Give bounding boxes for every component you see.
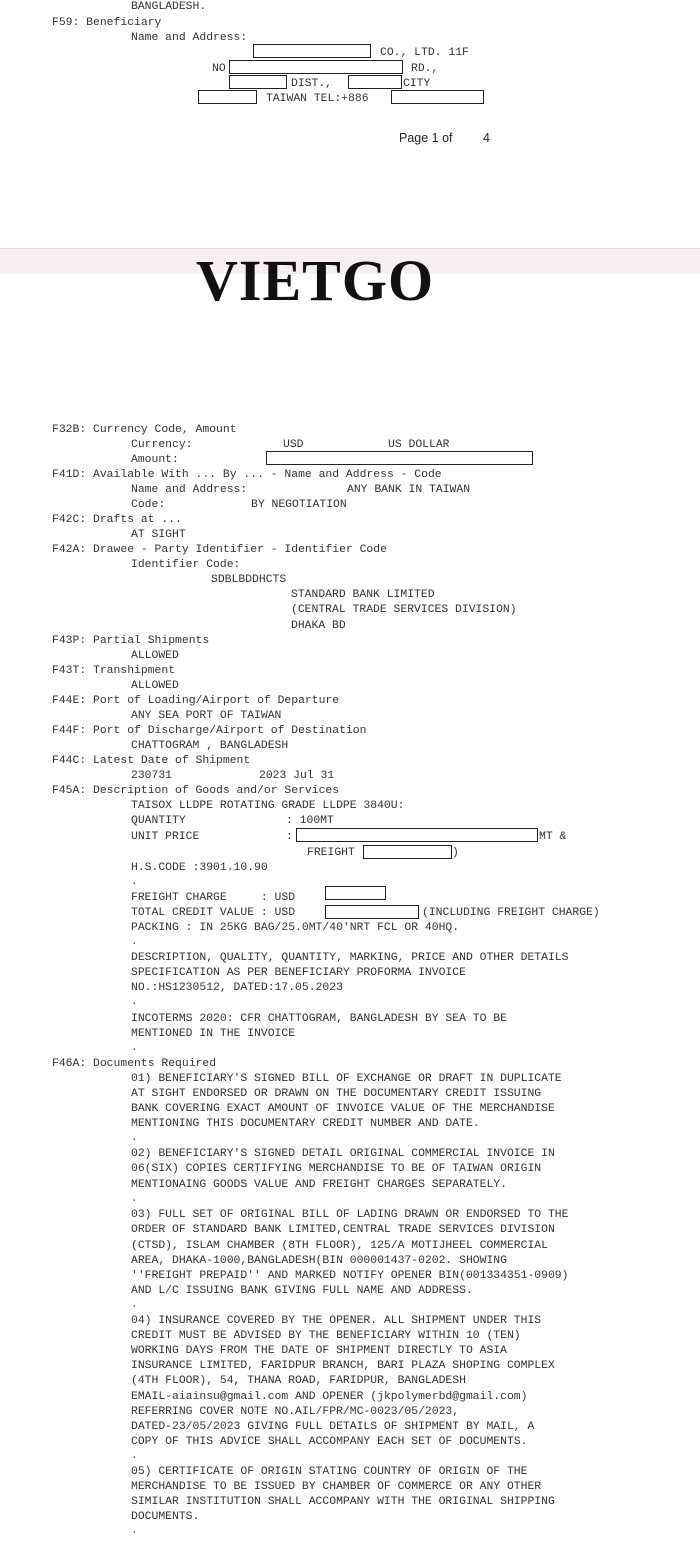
redaction-box xyxy=(198,90,257,104)
redaction-box xyxy=(363,845,452,859)
field-heading-f32b: F32B: Currency Code, Amount xyxy=(52,424,237,436)
doc-line: 03) FULL SET OF ORIGINAL BILL OF LADING DRAWN OR ENDORSED TO THE xyxy=(131,1209,569,1221)
vietgo-logo: VIETGO xyxy=(196,248,435,313)
dot-separator: . xyxy=(131,1042,138,1054)
dot-separator: . xyxy=(131,1193,138,1205)
doc-line: : 100MT xyxy=(286,815,334,827)
field-heading-f45a: F45A: Description of Goods and/or Services xyxy=(52,785,340,797)
doc-line: DESCRIPTION, QUALITY, QUANTITY, MARKING, PRICE AND OTHER DETAILS xyxy=(131,952,569,964)
doc-line: MENTIONED IN THE INVOICE xyxy=(131,1028,296,1040)
doc-line: (INCLUDING FREIGHT CHARGE) xyxy=(422,907,600,919)
doc-line: US DOLLAR xyxy=(388,439,450,451)
doc-line: SIMILAR INSTITUTION SHALL ACCOMPANY WITH THE ORIGINAL SHIPPING xyxy=(131,1496,555,1508)
redaction-box xyxy=(325,886,386,900)
field-heading-f43t: F43T: Transhipment xyxy=(52,665,176,677)
doc-line: INSURANCE LIMITED, FARIDPUR BRANCH, BARI PLAZA SHOPING COMPLEX xyxy=(131,1360,555,1372)
doc-line: ALLOWED xyxy=(131,680,179,692)
dot-separator: . xyxy=(131,1450,138,1462)
redaction-box xyxy=(229,75,287,89)
redaction-box xyxy=(253,44,371,58)
doc-line: DOCUMENTS. xyxy=(131,1511,200,1523)
page-number-label: Page 1 of xyxy=(399,131,453,145)
doc-line: (CTSD), ISLAM CHAMBER (8TH FLOOR), 125/A MOTIJHEEL COMMERCIAL xyxy=(131,1240,548,1252)
doc-line: CREDIT MUST BE ADVISED BY THE BENEFICIARY WITHIN 10 (TEN) xyxy=(131,1330,521,1342)
doc-line: 06(SIX) COPIES CERTIFYING MERCHANDISE TO BE OF TAIWAN ORIGIN xyxy=(131,1163,542,1175)
doc-line: TAIWAN TEL:+886 xyxy=(266,93,369,105)
doc-line: MENTIONING THIS DOCUMENTARY CREDIT NUMBER AND DATE. xyxy=(131,1118,480,1130)
doc-line: TAISOX LLDPE ROTATING GRADE LLDPE 3840U: xyxy=(131,800,405,812)
field-heading-f43p: F43P: Partial Shipments xyxy=(52,635,210,647)
dot-separator: . xyxy=(131,1299,138,1311)
doc-line: ALLOWED xyxy=(131,650,179,662)
doc-line: RD., xyxy=(411,63,439,75)
doc-line: PACKING : IN 25KG BAG/25.0MT/40'NRT FCL OR 40HQ. xyxy=(131,922,460,934)
doc-line: CO., LTD. 11F xyxy=(380,47,469,59)
doc-line: Name and Address: xyxy=(131,32,248,44)
doc-line: TOTAL CREDIT VALUE : USD xyxy=(131,907,296,919)
doc-line: ''FREIGHT PREPAID'' AND MARKED NOTIFY OPENER BIN(001334351-0909) xyxy=(131,1270,569,1282)
redaction-box xyxy=(266,451,533,465)
field-heading-f44f: F44F: Port of Discharge/Airport of Destination xyxy=(52,725,367,737)
doc-line: ) xyxy=(452,847,459,859)
doc-line: 230731 xyxy=(131,770,173,782)
doc-line: 01) BENEFICIARY'S SIGNED BILL OF EXCHANGE OR DRAFT IN DUPLICATE xyxy=(131,1073,562,1085)
doc-line: H.S.CODE :3901.10.90 xyxy=(131,862,268,874)
doc-line: DHAKA BD xyxy=(291,620,346,632)
redaction-box xyxy=(229,60,403,74)
doc-line: AND L/C ISSUING BANK GIVING FULL NAME AND ADDRESS. xyxy=(131,1285,473,1297)
redaction-box xyxy=(325,905,419,919)
field-heading-f41d: F41D: Available With ... By ... - Name and Address - Code xyxy=(52,469,442,481)
doc-line: AREA, DHAKA-1000,BANGLADESH(BIN 000001437-0202. SHOWING xyxy=(131,1255,507,1267)
doc-line: EMAIL-aiainsu@gmail.com AND OPENER (jkpolymerbd@gmail.com) xyxy=(131,1391,528,1403)
doc-line: REFERRING COVER NOTE NO.AIL/FPR/MC-0023/05/2023, xyxy=(131,1406,460,1418)
doc-line: MERCHANDISE TO BE ISSUED BY CHAMBER OF COMMERCE OR ANY OTHER xyxy=(131,1481,542,1493)
doc-line: STANDARD BANK LIMITED xyxy=(291,589,435,601)
doc-line: 2023 Jul 31 xyxy=(259,770,335,782)
doc-line: USD xyxy=(283,439,304,451)
field-heading-f46a: F46A: Documents Required xyxy=(52,1058,217,1070)
dot-separator: . xyxy=(131,1525,138,1537)
field-heading-f44e: F44E: Port of Loading/Airport of Departure xyxy=(52,695,340,707)
doc-line: BY NEGOTIATION xyxy=(251,499,347,511)
doc-line: SPECIFICATION AS PER BENEFICIARY PROFORMA INVOICE xyxy=(131,967,466,979)
dot-separator: . xyxy=(131,936,138,948)
dot-separator: . xyxy=(131,1132,138,1144)
doc-line: DIST., xyxy=(291,78,333,90)
doc-line: (CENTRAL TRADE SERVICES DIVISION) xyxy=(291,604,517,616)
field-heading-f44c: F44C: Latest Date of Shipment xyxy=(52,755,251,767)
doc-line: MT & xyxy=(539,831,567,843)
redaction-box xyxy=(296,828,538,842)
field-heading-f59: F59: Beneficiary xyxy=(52,17,162,29)
doc-line: ORDER OF STANDARD BANK LIMITED,CENTRAL TRADE SERVICES DIVISION xyxy=(131,1224,555,1236)
page-total: 4 xyxy=(483,131,490,145)
dot-separator: . xyxy=(131,996,138,1008)
dot-separator: . xyxy=(131,876,138,888)
page-1 xyxy=(0,0,700,248)
field-heading-f42c: F42C: Drafts at ... xyxy=(52,514,182,526)
doc-line: 04) INSURANCE COVERED BY THE OPENER. ALL SHIPMENT UNDER THIS xyxy=(131,1315,542,1327)
doc-line: BANK COVERING EXACT AMOUNT OF INVOICE VALUE OF THE MERCHANDISE xyxy=(131,1103,555,1115)
doc-line: WORKING DAYS FROM THE DATE OF SHIPMENT DIRECTLY TO ASIA xyxy=(131,1345,507,1357)
doc-line: UNIT PRICE xyxy=(131,831,200,843)
doc-line: 02) BENEFICIARY'S SIGNED DETAIL ORIGINAL COMMERCIAL INVOICE IN xyxy=(131,1148,555,1160)
doc-line: MENTIONAING GOODS VALUE AND FREIGHT CHARGES SEPARATELY. xyxy=(131,1179,507,1191)
doc-line: CHATTOGRAM , BANGLADESH xyxy=(131,740,289,752)
doc-line: Amount: xyxy=(131,454,179,466)
doc-line: INCOTERMS 2020: CFR CHATTOGRAM, BANGLADESH BY SEA TO BE xyxy=(131,1013,507,1025)
doc-line: SDBLBDDHCTS xyxy=(211,574,287,586)
doc-line: FREIGHT xyxy=(307,847,355,859)
doc-line: : xyxy=(286,831,293,843)
doc-line: FREIGHT CHARGE : USD xyxy=(131,892,296,904)
doc-line: ANY BANK IN TAIWAN xyxy=(347,484,471,496)
doc-line: BANGLADESH. xyxy=(131,1,207,13)
doc-line: NO xyxy=(212,63,226,75)
doc-line: Name and Address: xyxy=(131,484,248,496)
doc-line: 05) CERTIFICATE OF ORIGIN STATING COUNTRY OF ORIGIN OF THE xyxy=(131,1466,528,1478)
doc-line: AT SIGHT ENDORSED OR DRAWN ON THE DOCUMENTARY CREDIT ISSUING xyxy=(131,1088,542,1100)
redaction-box xyxy=(348,75,402,89)
doc-line: AT SIGHT xyxy=(131,529,186,541)
doc-line: CITY xyxy=(403,78,431,90)
doc-line: ANY SEA PORT OF TAIWAN xyxy=(131,710,282,722)
doc-line: DATED-23/05/2023 GIVING FULL DETAILS OF SHIPMENT BY MAIL, A xyxy=(131,1421,535,1433)
doc-line: COPY OF THIS ADVICE SHALL ACCOMPANY EACH SET OF DOCUMENTS. xyxy=(131,1436,528,1448)
doc-line: Currency: xyxy=(131,439,193,451)
doc-line: (4TH FLOOR), 54, THANA ROAD, FARIDPUR, BANGLADESH xyxy=(131,1375,466,1387)
doc-line: QUANTITY xyxy=(131,815,186,827)
doc-line: NO.:HS1230512, DATED:17.05.2023 xyxy=(131,982,343,994)
doc-line: Code: xyxy=(131,499,166,511)
field-heading-f42a: F42A: Drawee - Party Identifier - Identifier Code xyxy=(52,544,387,556)
doc-line: Identifier Code: xyxy=(131,559,241,571)
redaction-box xyxy=(391,90,484,104)
